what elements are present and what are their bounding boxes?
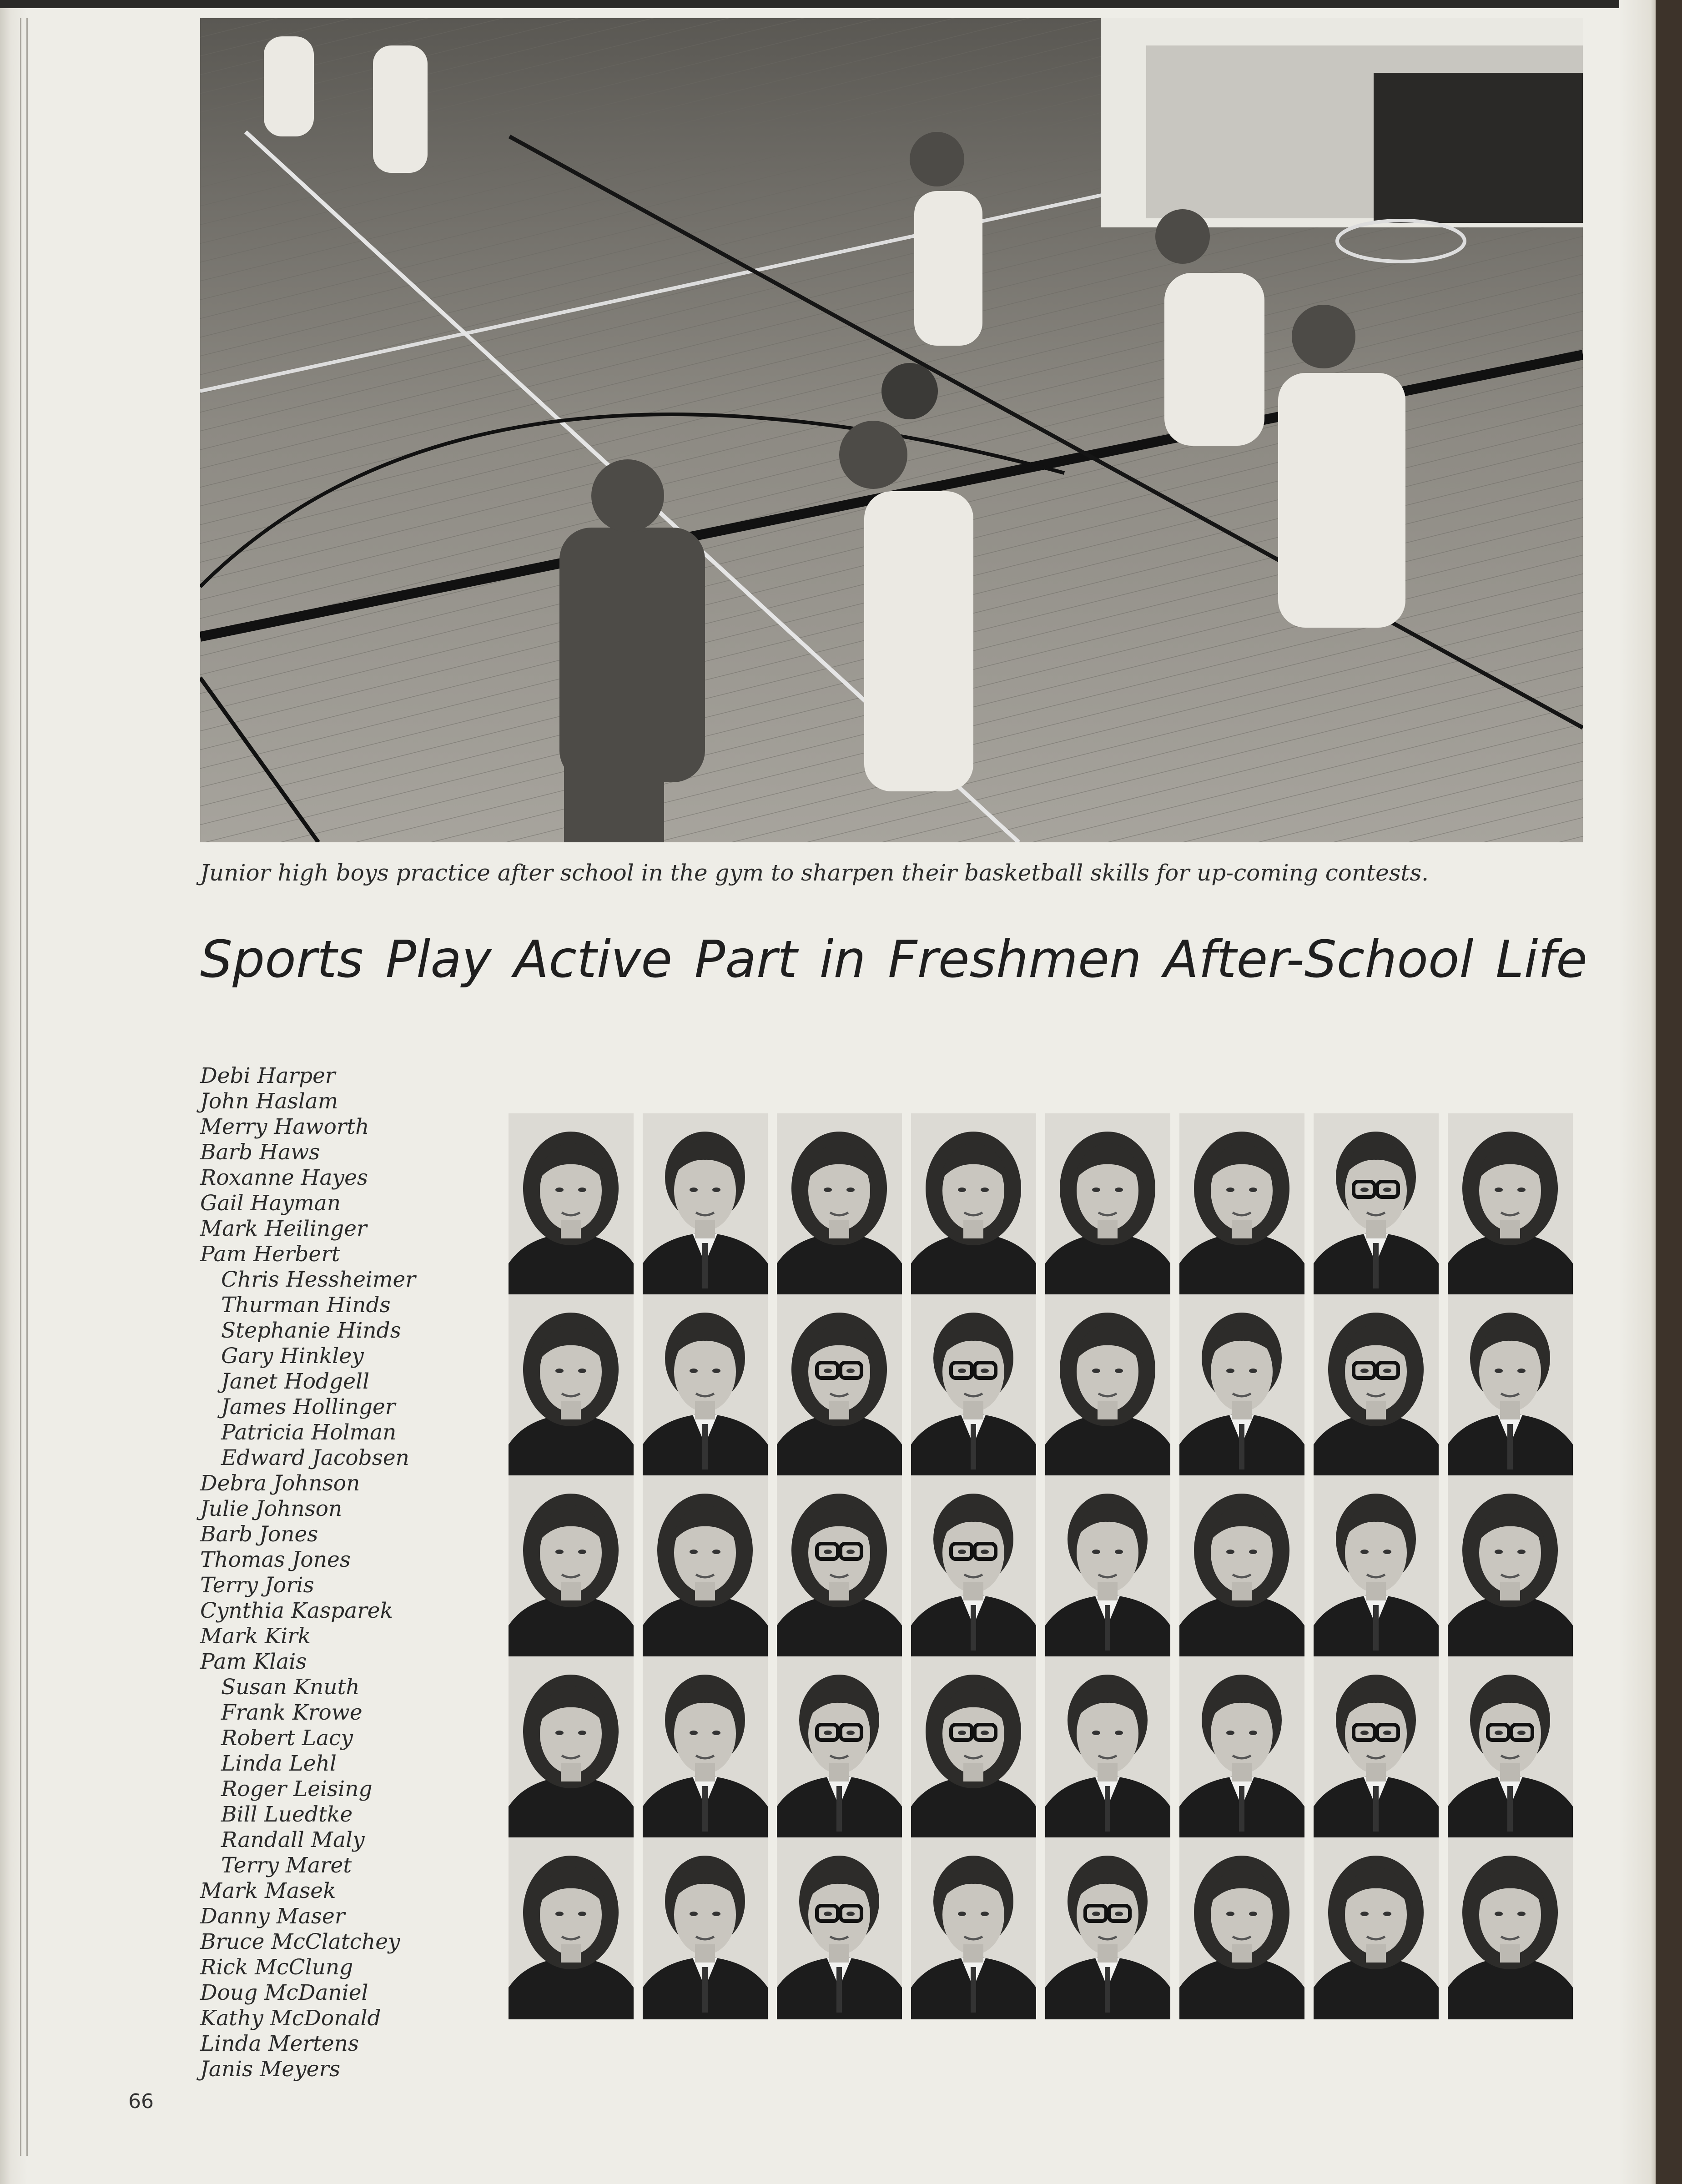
student-name: Linda Lehl (221, 1751, 337, 1776)
student-name: Randall Maly (221, 1827, 365, 1852)
student-portrait (643, 1294, 768, 1476)
student-portrait (777, 1475, 902, 1657)
student-portrait (1045, 1294, 1170, 1476)
student-name: Thurman Hinds (221, 1293, 391, 1318)
student-name: Barb Haws (200, 1140, 320, 1165)
student-name: Bruce McClatchey (200, 1929, 400, 1954)
student-name: Cynthia Kasparek (200, 1598, 393, 1623)
student-name: Debi Harper (200, 1063, 336, 1088)
student-portrait (777, 1837, 902, 2019)
student-portrait (643, 1475, 768, 1657)
page-number: 66 (128, 2090, 154, 2113)
student-portrait (1045, 1837, 1170, 2019)
student-portrait (1045, 1656, 1170, 1838)
student-portrait (509, 1475, 634, 1657)
student-name: Terry Joris (200, 1573, 314, 1598)
headline-word: Life (1496, 930, 1587, 989)
student-name: Janet Hodgell (221, 1369, 370, 1394)
portrait-grid (509, 1113, 1583, 2023)
student-portrait (1448, 1294, 1573, 1476)
headline-word: Freshmen (888, 930, 1142, 989)
student-portrait (1045, 1475, 1170, 1657)
student-name: Danny Maser (200, 1904, 345, 1929)
student-name: Merry Haworth (200, 1114, 369, 1139)
student-portrait (1179, 1294, 1304, 1476)
binding-line (26, 18, 28, 2156)
student-portrait (1448, 1656, 1573, 1838)
student-portrait (1314, 1837, 1439, 2019)
student-portrait (509, 1656, 634, 1838)
student-portrait (643, 1113, 768, 1295)
student-name: James Hollinger (221, 1394, 396, 1419)
student-name: John Haslam (200, 1089, 338, 1114)
student-name: Doug McDaniel (200, 1980, 368, 2005)
student-portrait (911, 1837, 1036, 2019)
student-name: Debra Johnson (200, 1471, 360, 1496)
binding-line (20, 18, 21, 2156)
student-portrait (1314, 1113, 1439, 1295)
student-name: Gail Hayman (200, 1191, 341, 1216)
student-name-list (200, 1063, 482, 2082)
student-name: Mark Kirk (200, 1624, 311, 1649)
student-portrait (1448, 1837, 1573, 2019)
student-name: Thomas Jones (200, 1547, 351, 1572)
student-name: Barb Jones (200, 1522, 318, 1547)
page-top-edge (0, 0, 1682, 8)
student-portrait (509, 1837, 634, 2019)
headline-word: Active (514, 930, 673, 989)
student-name: Susan Knuth (221, 1675, 360, 1700)
student-portrait (1179, 1837, 1304, 2019)
student-portrait (1179, 1475, 1304, 1657)
student-portrait (1179, 1656, 1304, 1838)
student-name: Pam Klais (200, 1649, 307, 1674)
student-name: Chris Hessheimer (221, 1267, 416, 1292)
student-name: Roxanne Hayes (200, 1165, 368, 1190)
student-portrait (1045, 1113, 1170, 1295)
student-name: Roger Leising (221, 1776, 373, 1802)
student-name: Terry Maret (221, 1853, 352, 1878)
student-name: Julie Johnson (200, 1496, 342, 1521)
student-portrait (1314, 1656, 1439, 1838)
student-name: Edward Jacobsen (221, 1445, 409, 1470)
student-portrait (643, 1837, 768, 2019)
student-name: Linda Mertens (200, 2031, 359, 2056)
headline-word: Part (694, 930, 797, 989)
page-binding (0, 8, 27, 2184)
basketball-practice-photo (200, 18, 1583, 842)
page-headline (200, 930, 1587, 994)
student-name: Patricia Holman (221, 1420, 397, 1445)
student-name: Pam Herbert (200, 1242, 340, 1267)
student-portrait (1314, 1294, 1439, 1476)
student-name: Rick McClung (200, 1955, 353, 1980)
student-name: Mark Heilinger (200, 1216, 367, 1241)
student-portrait (1448, 1113, 1573, 1295)
student-name: Stephanie Hinds (221, 1318, 401, 1343)
student-portrait (777, 1656, 902, 1838)
student-portrait (643, 1656, 768, 1838)
student-portrait (1179, 1113, 1304, 1295)
headline-word: in (819, 930, 866, 989)
student-name: Kathy McDonald (200, 2006, 381, 2031)
student-portrait (509, 1294, 634, 1476)
student-portrait (509, 1113, 634, 1295)
student-portrait (777, 1113, 902, 1295)
student-portrait (1448, 1475, 1573, 1657)
student-portrait (911, 1294, 1036, 1476)
student-name: Robert Lacy (221, 1726, 353, 1751)
headline-word: Sports (200, 930, 364, 989)
student-name: Janis Meyers (200, 2057, 341, 2082)
student-portrait (1314, 1475, 1439, 1657)
student-portrait (911, 1113, 1036, 1295)
photo-caption: Junior high boys practice after school in the gym to sharpen their basketball skills for up-coming contests. (200, 860, 1429, 886)
student-portrait (777, 1294, 902, 1476)
student-name: Frank Krowe (221, 1700, 363, 1725)
student-name: Bill Luedtke (221, 1802, 353, 1827)
headline-word: Play (385, 930, 492, 989)
student-portrait (911, 1656, 1036, 1838)
page-right-shadow (1656, 0, 1682, 2184)
student-portrait (911, 1475, 1036, 1657)
headline-word: After-School (1163, 930, 1474, 989)
student-name: Mark Masek (200, 1878, 336, 1903)
student-name: Gary Hinkley (221, 1344, 364, 1369)
